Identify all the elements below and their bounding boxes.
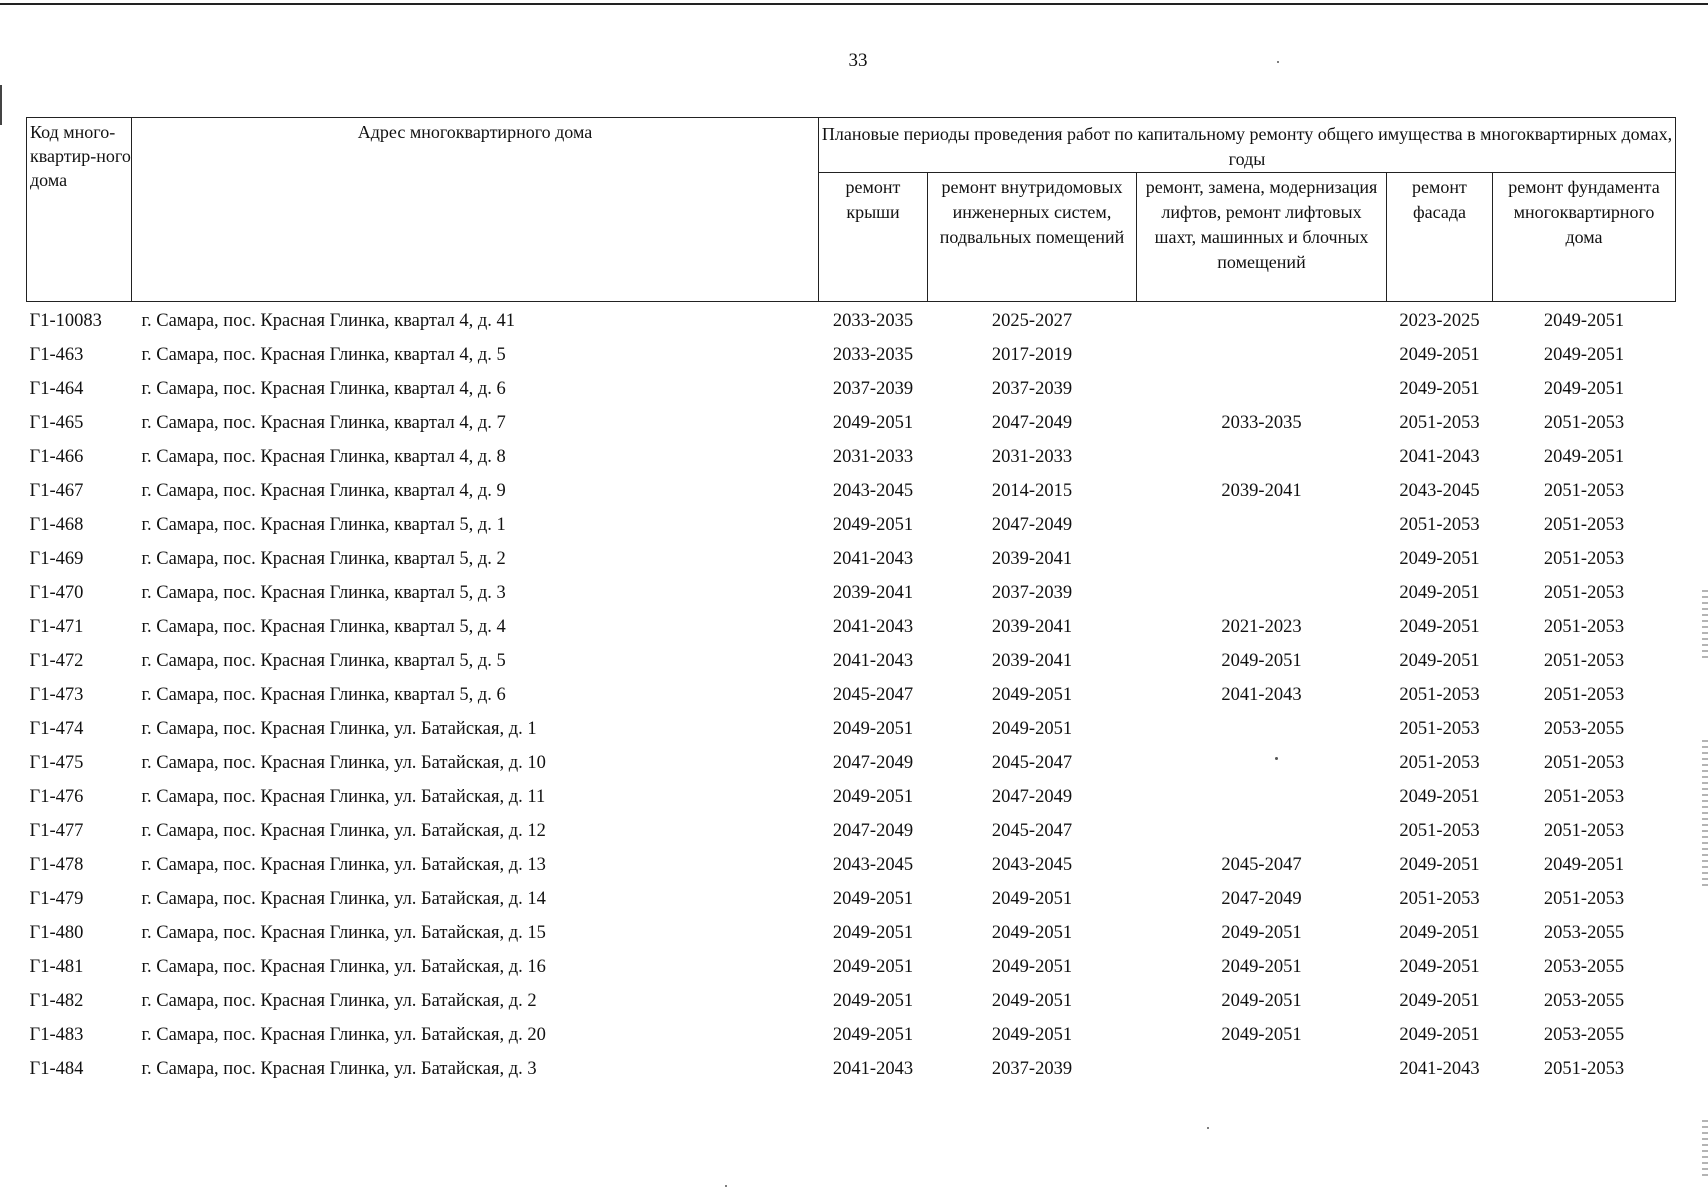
cell-engineering-period: 2047-2049 [991,412,1073,433]
cell-address: г. Самара, пос. Красная Глинка, квартал 4, д. 5 [141,344,506,365]
cell-lift-period: 2041-2043 [1221,684,1302,705]
cell-roof-period: 2049-2051 [832,956,914,977]
cell-building-code: Г1-473 [29,684,84,705]
cell-facade-period: 2049-2051 [1399,616,1480,637]
cell-roof-period: 2041-2043 [832,616,914,637]
cell-facade-period: 2049-2051 [1399,1024,1480,1045]
cell-facade-period: 2049-2051 [1399,786,1480,807]
scan-right-edge-mark [1702,590,1708,660]
table-row [27,712,1676,746]
cell-address: г. Самара, пос. Красная Глинка, квартал 4, д. 7 [141,412,506,433]
table-header [27,118,1676,302]
cell-building-code: Г1-480 [29,922,84,943]
cell-roof-period: 2033-2035 [832,310,914,331]
table-row [27,440,1676,474]
cell-facade-period: 2043-2045 [1399,480,1480,501]
cell-address: г. Самара, пос. Красная Глинка, ул. Батайская, д. 11 [141,786,546,807]
cell-address: г. Самара, пос. Красная Глинка, ул. Батайская, д. 16 [141,956,546,977]
cell-roof-period: 2049-2051 [832,922,914,943]
header-foundation-repair: ремонт фундамента многоквартирного дома [1493,173,1676,302]
cell-building-code: Г1-481 [29,956,84,977]
table-row [27,848,1676,882]
cell-foundation-period: 2051-2053 [1543,650,1625,671]
cell-engineering-period: 2049-2051 [991,990,1073,1011]
cell-lift-period [1137,542,1387,576]
cell-foundation-period: 2051-2053 [1543,752,1625,773]
scan-right-edge-mark [1702,740,1708,890]
cell-building-code: Г1-464 [29,378,84,399]
cell-engineering-period: 2039-2041 [991,616,1073,637]
cell-lift-period [1137,440,1387,474]
cell-building-code: Г1-466 [29,446,84,467]
cell-facade-period: 2049-2051 [1399,344,1480,365]
cell-lift-period: 2033-2035 [1221,412,1302,433]
cell-engineering-period: 2043-2045 [991,854,1073,875]
cell-building-code: Г1-10083 [29,310,102,331]
cell-roof-period: 2049-2051 [832,412,914,433]
header-planned-periods: Плановые периоды проведения работ по капитальному ремонту общего имущества в многоквартирных домах, годы [819,118,1676,173]
table-row [27,780,1676,814]
cell-building-code: Г1-469 [29,548,84,569]
cell-lift-period: 2047-2049 [1221,888,1302,909]
cell-address: г. Самара, пос. Красная Глинка, ул. Батайская, д. 1 [141,718,537,739]
cell-lift-period: 2049-2051 [1221,650,1302,671]
header-building-code: Код много-квартир-ного дома [27,118,132,302]
cell-facade-period: 2049-2051 [1399,956,1480,977]
cell-address: г. Самара, пос. Красная Глинка, квартал 5, д. 3 [141,582,506,603]
cell-roof-period: 2041-2043 [832,1058,914,1079]
cell-building-code: Г1-463 [29,344,84,365]
cell-engineering-period: 2031-2033 [991,446,1073,467]
cell-lift-period: 2049-2051 [1221,1024,1302,1045]
cell-address: г. Самара, пос. Красная Глинка, квартал 4, д. 41 [141,310,516,331]
cell-address: г. Самара, пос. Красная Глинка, квартал 4, д. 9 [141,480,506,501]
cell-roof-period: 2041-2043 [832,548,914,569]
cell-lift-period [1137,746,1387,780]
scan-speck [1277,61,1279,63]
scan-speck [1275,757,1278,760]
cell-address: г. Самара, пос. Красная Глинка, ул. Батайская, д. 14 [141,888,546,909]
cell-facade-period: 2051-2053 [1399,514,1480,535]
cell-address: г. Самара, пос. Красная Глинка, квартал 5, д. 5 [141,650,506,671]
cell-building-code: Г1-475 [29,752,84,773]
cell-engineering-period: 2049-2051 [991,718,1073,739]
table-body [27,302,1676,1087]
table-row [27,916,1676,950]
cell-roof-period: 2049-2051 [832,786,914,807]
cell-foundation-period: 2053-2055 [1543,718,1625,739]
header-engineering-systems-repair: ремонт внутридомовых инженерных систем, подвальных помещений [928,173,1137,302]
cell-facade-period: 2051-2053 [1399,412,1480,433]
cell-engineering-period: 2047-2049 [991,786,1073,807]
cell-facade-period: 2051-2053 [1399,684,1480,705]
table-row [27,746,1676,780]
cell-address: г. Самара, пос. Красная Глинка, ул. Батайская, д. 12 [141,820,546,841]
table-row [27,542,1676,576]
cell-foundation-period: 2049-2051 [1543,344,1625,365]
cell-lift-period: 2049-2051 [1221,990,1302,1011]
cell-facade-period: 2049-2051 [1399,854,1480,875]
cell-engineering-period: 2014-2015 [991,480,1073,501]
cell-building-code: Г1-474 [29,718,84,739]
page-top-rule [0,3,1708,5]
cell-building-code: Г1-468 [29,514,84,535]
table-row [27,984,1676,1018]
table-row [27,338,1676,372]
table-row [27,576,1676,610]
cell-address: г. Самара, пос. Красная Глинка, ул. Батайская, д. 2 [141,990,537,1011]
cell-engineering-period: 2037-2039 [991,1058,1073,1079]
cell-building-code: Г1-482 [29,990,84,1011]
header-lift-repair: ремонт, замена, модернизация лифтов, ремонт лифтовых шахт, машинных и блочных помещений [1137,173,1387,302]
table-row [27,508,1676,542]
table-row [27,814,1676,848]
table-row [27,406,1676,440]
capital-repair-schedule-table [26,117,1676,1086]
cell-facade-period: 2049-2051 [1399,378,1480,399]
cell-address: г. Самара, пос. Красная Глинка, квартал 5, д. 6 [141,684,506,705]
cell-foundation-period: 2051-2053 [1543,1058,1625,1079]
cell-address: г. Самара, пос. Красная Глинка, ул. Батайская, д. 3 [141,1058,537,1079]
table-row [27,950,1676,984]
cell-foundation-period: 2053-2055 [1543,956,1625,977]
cell-engineering-period: 2045-2047 [991,820,1073,841]
cell-building-code: Г1-467 [29,480,84,501]
table-row [27,882,1676,916]
cell-foundation-period: 2049-2051 [1543,378,1625,399]
cell-address: г. Самара, пос. Красная Глинка, квартал 5, д. 4 [141,616,506,637]
cell-address: г. Самара, пос. Красная Глинка, квартал 5, д. 2 [141,548,506,569]
cell-foundation-period: 2053-2055 [1543,990,1625,1011]
cell-foundation-period: 2051-2053 [1543,786,1625,807]
cell-building-code: Г1-479 [29,888,84,909]
cell-facade-period: 2051-2053 [1399,752,1480,773]
cell-engineering-period: 2037-2039 [991,378,1073,399]
cell-lift-period [1137,372,1387,406]
cell-facade-period: 2049-2051 [1399,582,1480,603]
cell-facade-period: 2051-2053 [1399,718,1480,739]
cell-roof-period: 2033-2035 [832,344,914,365]
scan-right-edge-mark [1702,1120,1708,1180]
scan-speck [1207,1127,1209,1129]
cell-lift-period: 2039-2041 [1221,480,1302,501]
cell-lift-period: 2049-2051 [1221,922,1302,943]
cell-lift-period: 2045-2047 [1221,854,1302,875]
table-row [27,1018,1676,1052]
cell-address: г. Самара, пос. Красная Глинка, квартал 4, д. 8 [141,446,506,467]
cell-address: г. Самара, пос. Красная Глинка, ул. Батайская, д. 20 [141,1024,546,1045]
table-row [27,610,1676,644]
cell-lift-period [1137,712,1387,746]
cell-engineering-period: 2037-2039 [991,582,1073,603]
cell-facade-period: 2049-2051 [1399,650,1480,671]
cell-foundation-period: 2051-2053 [1543,684,1625,705]
cell-facade-period: 2023-2025 [1399,310,1480,331]
cell-foundation-period: 2051-2053 [1543,582,1625,603]
cell-foundation-period: 2051-2053 [1543,616,1625,637]
cell-foundation-period: 2049-2051 [1543,310,1625,331]
cell-foundation-period: 2051-2053 [1543,412,1625,433]
table-row [27,372,1676,406]
cell-engineering-period: 2049-2051 [991,922,1073,943]
cell-engineering-period: 2049-2051 [991,956,1073,977]
cell-foundation-period: 2051-2053 [1543,514,1625,535]
table-row [27,644,1676,678]
cell-lift-period: 2021-2023 [1221,616,1302,637]
table-row [27,474,1676,508]
cell-engineering-period: 2039-2041 [991,548,1073,569]
cell-facade-period: 2049-2051 [1399,922,1480,943]
cell-roof-period: 2039-2041 [832,582,914,603]
cell-building-code: Г1-465 [29,412,84,433]
cell-building-code: Г1-484 [29,1058,84,1079]
cell-building-code: Г1-483 [29,1024,84,1045]
cell-facade-period: 2049-2051 [1399,548,1480,569]
cell-roof-period: 2049-2051 [832,888,914,909]
cell-engineering-period: 2049-2051 [991,888,1073,909]
cell-foundation-period: 2051-2053 [1543,888,1625,909]
cell-roof-period: 2037-2039 [832,378,914,399]
cell-engineering-period: 2049-2051 [991,1024,1073,1045]
cell-building-code: Г1-471 [29,616,84,637]
cell-lift-period [1137,508,1387,542]
header-address: Адрес многоквартирного дома [132,118,819,302]
cell-roof-period: 2041-2043 [832,650,914,671]
cell-building-code: Г1-477 [29,820,84,841]
cell-roof-period: 2031-2033 [832,446,914,467]
cell-lift-period [1137,302,1387,339]
cell-facade-period: 2041-2043 [1399,446,1480,467]
cell-roof-period: 2049-2051 [832,718,914,739]
cell-lift-period [1137,780,1387,814]
scan-left-edge-mark [0,85,2,125]
cell-roof-period: 2043-2045 [832,854,914,875]
cell-roof-period: 2049-2051 [832,514,914,535]
header-facade-repair: ремонт фасада [1387,173,1493,302]
cell-address: г. Самара, пос. Красная Глинка, ул. Батайская, д. 10 [141,752,546,773]
cell-foundation-period: 2053-2055 [1543,1024,1625,1045]
cell-address: г. Самара, пос. Красная Глинка, ул. Батайская, д. 15 [141,922,546,943]
cell-lift-period: 2049-2051 [1221,956,1302,977]
cell-lift-period [1137,814,1387,848]
scan-speck [725,1185,727,1187]
cell-engineering-period: 2045-2047 [991,752,1073,773]
cell-lift-period [1137,1052,1387,1086]
cell-engineering-period: 2017-2019 [991,344,1073,365]
cell-building-code: Г1-470 [29,582,84,603]
cell-engineering-period: 2049-2051 [991,684,1073,705]
cell-roof-period: 2049-2051 [832,1024,914,1045]
cell-roof-period: 2047-2049 [832,820,914,841]
cell-roof-period: 2049-2051 [832,990,914,1011]
table-row [27,1052,1676,1086]
cell-foundation-period: 2051-2053 [1543,820,1625,841]
header-roof-repair: ремонт крыши [819,173,928,302]
cell-facade-period: 2041-2043 [1399,1058,1480,1079]
cell-address: г. Самара, пос. Красная Глинка, квартал 5, д. 1 [141,514,506,535]
page-number: 33 [848,50,868,71]
cell-foundation-period: 2049-2051 [1543,854,1625,875]
cell-roof-period: 2047-2049 [832,752,914,773]
cell-facade-period: 2051-2053 [1399,820,1480,841]
cell-engineering-period: 2047-2049 [991,514,1073,535]
cell-foundation-period: 2053-2055 [1543,922,1625,943]
cell-facade-period: 2051-2053 [1399,888,1480,909]
cell-foundation-period: 2049-2051 [1543,446,1625,467]
cell-engineering-period: 2025-2027 [991,310,1073,331]
cell-building-code: Г1-472 [29,650,84,671]
cell-foundation-period: 2051-2053 [1543,548,1625,569]
cell-address: г. Самара, пос. Красная Глинка, квартал 4, д. 6 [141,378,506,399]
cell-address: г. Самара, пос. Красная Глинка, ул. Батайская, д. 13 [141,854,546,875]
table-row [27,678,1676,712]
cell-roof-period: 2043-2045 [832,480,914,501]
table-row [27,302,1676,339]
cell-facade-period: 2049-2051 [1399,990,1480,1011]
cell-lift-period [1137,338,1387,372]
cell-engineering-period: 2039-2041 [991,650,1073,671]
cell-foundation-period: 2051-2053 [1543,480,1625,501]
cell-building-code: Г1-478 [29,854,84,875]
cell-roof-period: 2045-2047 [832,684,914,705]
cell-lift-period [1137,576,1387,610]
cell-building-code: Г1-476 [29,786,84,807]
